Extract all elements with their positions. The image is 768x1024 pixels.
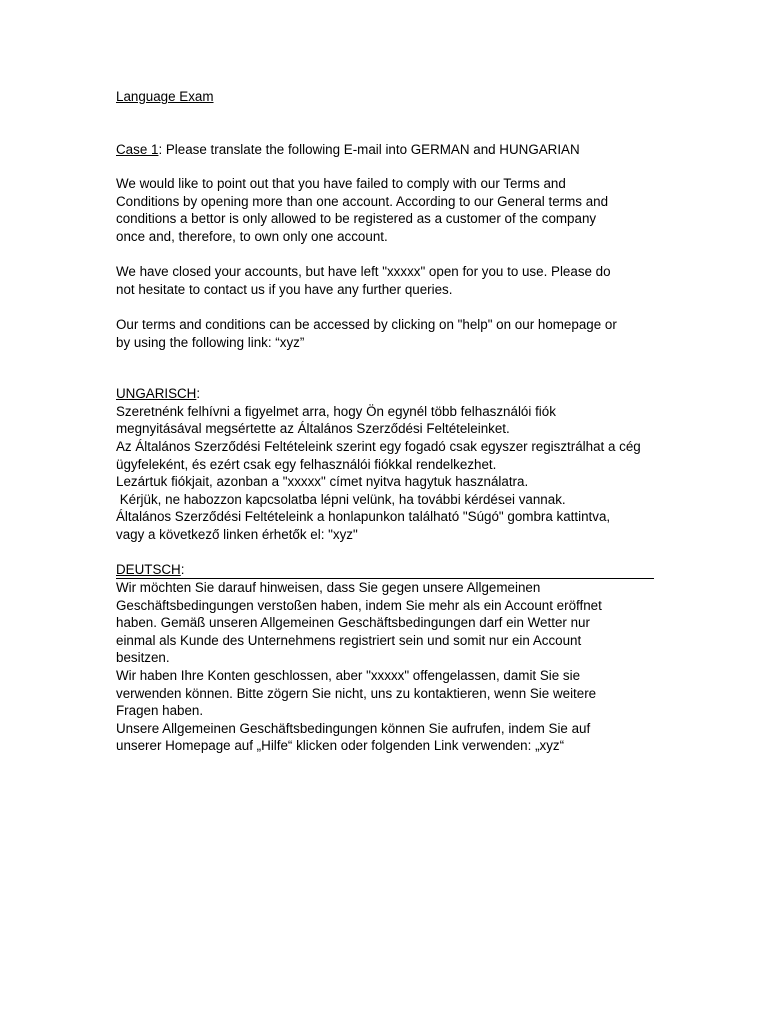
english-paragraph-1 xyxy=(116,175,660,245)
english-paragraph-3 xyxy=(116,316,660,351)
hungarian-heading xyxy=(116,385,660,403)
text-line: We would like to point out that you have failed to comply with our Terms and xyxy=(116,176,566,192)
text-line: haben. Gemäß unseren Allgemeinen Geschäftsbedingungen darf ein Wetter nur xyxy=(116,615,590,631)
text-line: conditions a bettor is only allowed to be registered as a customer of the company xyxy=(116,211,597,227)
english-paragraph-2 xyxy=(116,263,660,298)
text-line: by using the following link: “xyz” xyxy=(116,334,305,350)
case-label: Case 1 xyxy=(116,141,159,157)
text-line: Általános Szerződési Feltételeink a honlapunkon található "Súgó" gombra kattintva, xyxy=(116,509,611,525)
text-line: einmal als Kunde des Unternehmens registriert sein und somit nur ein Account xyxy=(116,632,582,648)
text-line: verwenden können. Bitte zögern Sie nicht, uns zu kontaktieren, wenn Sie weitere xyxy=(116,685,597,701)
german-heading xyxy=(116,561,654,579)
document-page xyxy=(116,88,660,755)
document-title: Language Exam xyxy=(116,89,214,104)
text-line: Fragen haben. xyxy=(116,703,204,719)
hungarian-heading-colon: : xyxy=(196,386,201,402)
german-heading-colon: : xyxy=(180,562,185,578)
text-line: unserer Homepage auf „Hilfe“ klicken oder folgenden Link verwenden: „xyz“ xyxy=(116,738,565,754)
text-line: ügyfeleként, és ezért csak egy felhasználói fiókkal rendelkezhet. xyxy=(116,456,497,472)
german-translation xyxy=(116,579,660,755)
text-line: Kérjük, ne habozzon kapcsolatba lépni velünk, ha további kérdései vannak. xyxy=(116,491,566,507)
text-line: We have closed your accounts, but have left "xxxxx" open for you to use. Please do xyxy=(116,264,611,280)
text-line: Unsere Allgemeinen Geschäftsbedingungen können Sie aufrufen, indem Sie auf xyxy=(116,720,591,736)
text-line: Lezártuk fiókjait, azonban a "xxxxx" címet nyitva hagytuk használatra. xyxy=(116,474,529,490)
text-line: Az Általános Szerződési Feltételeink szerint egy fogadó csak egyszer regisztrálhat a cég xyxy=(116,438,641,454)
text-line: Our terms and conditions can be accessed by clicking on "help" on our homepage or xyxy=(116,316,617,332)
hungarian-translation xyxy=(116,403,660,544)
text-line: besitzen. xyxy=(116,650,170,666)
german-heading-label: DEUTSCH xyxy=(116,562,181,578)
text-line: vagy a következő linken érhetők el: "xyz" xyxy=(116,526,358,542)
hungarian-heading-label: UNGARISCH xyxy=(116,386,197,402)
text-line: once and, therefore, to own only one account. xyxy=(116,228,388,244)
text-line: Szeretnénk felhívni a figyelmet arra, hogy Ön egynél több felhasználói fiók xyxy=(116,403,556,419)
text-line: megnyitásával megsértette az Általános Szerződési Feltételeinket. xyxy=(116,421,510,437)
text-line: Wir möchten Sie darauf hinweisen, dass Sie gegen unsere Allgemeinen xyxy=(116,580,541,596)
text-line: Wir haben Ihre Konten geschlossen, aber "xxxxx" offengelassen, damit Sie sie xyxy=(116,668,581,684)
text-line: Geschäftsbedingungen verstoßen haben, indem Sie mehr als ein Account eröffnet xyxy=(116,597,602,613)
case-heading xyxy=(116,141,660,159)
text-line: Conditions by opening more than one account. According to our General terms and xyxy=(116,193,609,209)
case-instruction: : Please translate the following E-mail into GERMAN and HUNGARIAN xyxy=(158,141,580,157)
text-line: not hesitate to contact us if you have any further queries. xyxy=(116,281,453,297)
